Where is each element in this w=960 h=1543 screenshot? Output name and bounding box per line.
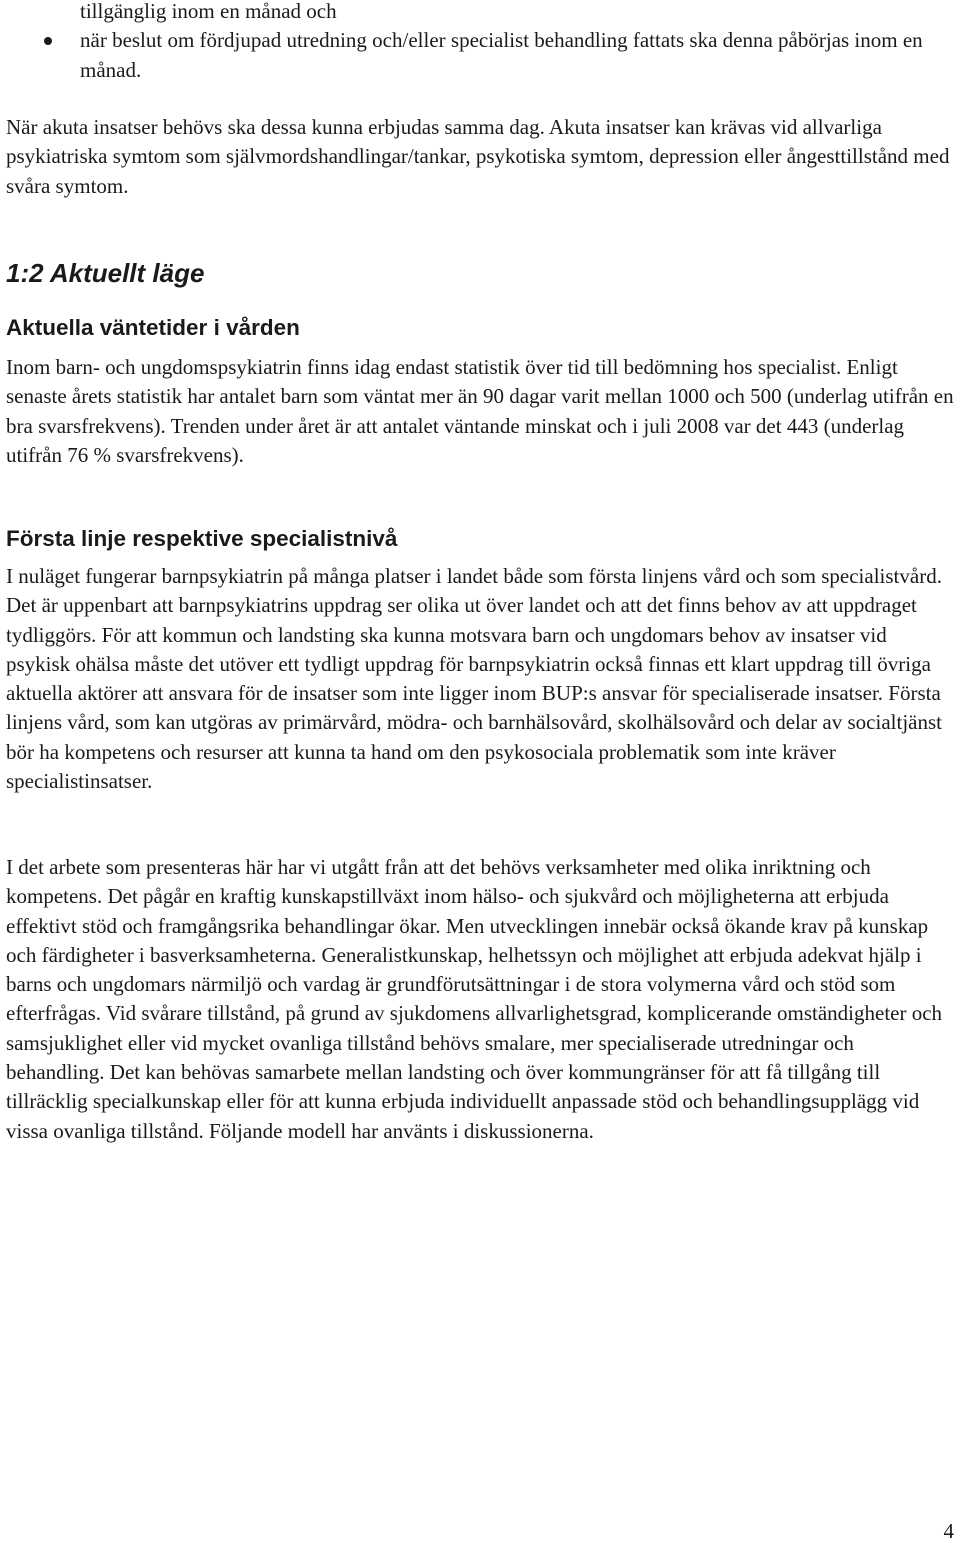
urgent-paragraph-block bbox=[6, 113, 956, 201]
section-heading-block bbox=[6, 257, 956, 289]
waiting-times-text-block bbox=[6, 353, 956, 470]
waiting-times-block bbox=[6, 313, 956, 343]
urgent-paragraph: När akuta insatser behövs ska dessa kunna erbjudas samma dag. Akuta insatser kan krävas vid allvarliga psykiatriska symtom som självmordshandlingar/tankar, psykotiska symtom, depression eller ångesttillstånd med svåra symtom. bbox=[6, 115, 950, 198]
waiting-times-paragraph: Inom barn- och ungdomspsykiatrin finns idag endast statistik över tid till bedömning hos specialist. Enligt senaste årets statistik har antalet barn som väntat mer än 90 dagar varit mellan 1000 och 500 (underlag utifrån en bra svarsfrekvens). Trenden under året är att antalet väntande minskat och i juli 2008 var det 443 (underlag utifrån 76 % svarsfrekvens). bbox=[6, 355, 954, 467]
bullet-icon bbox=[44, 37, 52, 45]
top-list bbox=[6, 0, 956, 85]
page-number: 4 bbox=[943, 1519, 954, 1543]
waiting-times-heading: Aktuella väntetider i vården bbox=[6, 315, 300, 340]
levels-heading-block bbox=[6, 524, 956, 554]
levels-paragraph1-block bbox=[6, 562, 956, 796]
levels-heading: Första linje respektive specialistnivå bbox=[6, 526, 398, 551]
list-item bbox=[6, 26, 956, 85]
levels-paragraph-2: I det arbete som presenteras här har vi utgått från att det behövs verksamheter med olika inriktning och kompetens. Det pågår en kraftig kunskapstillväxt inom hälso- och sjukvård och möjligheterna att erbjuda effektivt stöd och framgångsrika behandlingar ökar. Men utvecklingen innebär också ökande krav på kunskap och färdigheter i basverksamheterna. Generalistkunskap, helhetssyn och möjlighet att erbjuda adekvat hjälp i barns och ungdomars närmiljö och vardag är grundförutsättningar i de stora volymerna vård och stöd som efterfrågas. Vid svårare tillstånd, på grund av sjukdomens allvarlighetsgrad, komplicerande omständigheter och samsjuklighet eller vid mycket ovanliga tillstånd behövs smalare, mer specialiserade utredningar och behandling. Det kan behövas samarbete mellan landsting och över kommungränser för att få tillgång till tillräcklig specialkunskap eller för att kunna erbjuda individuellt anpassade stöd och behandlingsupplägg vid vissa ovanliga tillstånd. Följande modell har använts i diskussionerna. bbox=[6, 855, 943, 1143]
levels-paragraph-1: I nuläget fungerar barnpsykiatrin på många platser i landet både som första linjens vård och som specialistvård. Det är uppenbart att barnpsykiatrins uppdrag ser olika ut över landet och att det finns behov av att uppdraget tydliggörs. För att kommun och landsting ska kunna motsvara barn och ungdomars behov av insatser vid psykisk ohälsa måste det utöver ett tydligt uppdrag för barnpsykiatrin också finnas ett klart uppdrag till övriga aktuella aktörer att ansvara för de insatser som inte ligger inom BUP:s ansvar för specialiserade insatser. Första linjens vård, som kan utgöras av primärvård, mödra- och barnhälsovård, skolhälsovård och delar av socialtjänst bör ha kompetens och resurser att kunna ta hand om den psykosociala problematik som inte kräver specialistinsatser. bbox=[6, 564, 942, 794]
list-continuation: tillgänglig inom en månad och bbox=[80, 0, 337, 23]
section-title: 1:2 Aktuellt läge bbox=[6, 258, 205, 288]
levels-paragraph2-block bbox=[6, 853, 956, 1146]
list-item-text: när beslut om fördjupad utredning och/eller specialist behandling fattats ska denna påbörjas inom en månad. bbox=[80, 28, 923, 82]
